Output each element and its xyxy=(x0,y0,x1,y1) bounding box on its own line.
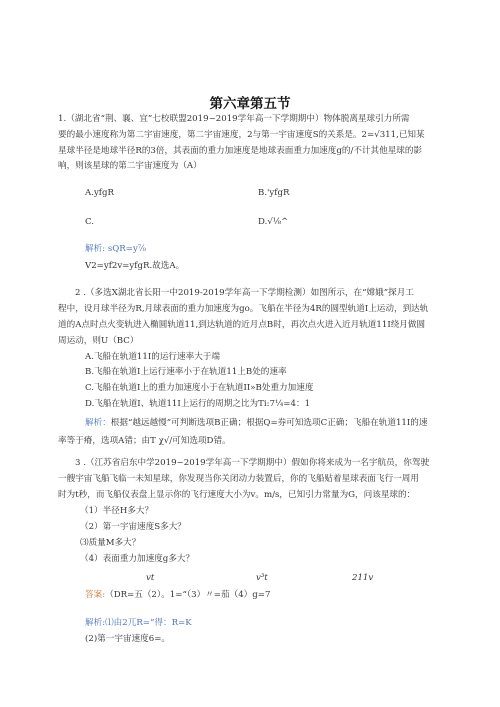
q3-analysis-2: (2)第一宇宙速度6=。 xyxy=(85,634,170,644)
q3-line-1: 3 .（江苏省启东中学2019~2019学年高一下学期期中）假如你将来成为一名宇航员，你驾驶 xyxy=(75,458,430,468)
q3-line-3: 时为t秒，而飞船仪表盘上显示你的飞行速度大小为v。m/s，已知引力常量为G，问该星球的： xyxy=(58,490,416,500)
q3-sub-4: （4）表面重力加速度g多大？ xyxy=(80,554,195,564)
q1-option-a: A.yfgR xyxy=(85,188,114,198)
q1-option-c: C. xyxy=(85,217,95,227)
q2-line-3: 道的A点时点火变轨进入椭圆轨道11,到达轨道的近月点B时，再次点火进入近月轨道11I绕月做圆 xyxy=(58,320,426,330)
q3-line-2: 一艘宇宙飞船飞临一未知星球，你发现当你关闭动力装置后，你的飞船贴着星球表面飞行一周用 xyxy=(58,474,419,484)
page-title: 第六章第五节 xyxy=(209,96,291,112)
q3-answer-label: 答案: xyxy=(85,590,106,600)
q3-formula-v3t: v³t xyxy=(256,573,268,583)
q3-analysis-1 xyxy=(85,618,192,629)
q3-answer-text: （DR=五（2）。1=“（3）〃=茄（4）g=7 xyxy=(105,590,271,600)
q3-analysis-text-1: 解析:⑴由2兀R=“得：R=K xyxy=(85,618,192,628)
q3-answer xyxy=(85,590,270,601)
q3-sub-2: （2）第一宇宙速度S多大？ xyxy=(80,522,186,532)
q1-line-3: 星球半径是地球半径R的3倍，其表面的重力加速度是地球表面重力加速度g的/不计其他星球的影 xyxy=(58,146,423,156)
q2-analysis-text-1: 根据“越远越慢”可判断选项B正确；根据Q=券可知选项C正确；飞船在轨道11I的速 xyxy=(110,418,428,428)
q2-option-a: A.飞船在轨道11I的运行速率大于端 xyxy=(85,352,220,362)
q1-option-d: D.√⅛^ xyxy=(258,217,289,227)
q1-line-1: 1.（湖北省“荆、襄、宜”七校联盟2019~2019学年高一下学期期中）物体脱离星球引力所需 xyxy=(58,114,410,124)
q2-line-1: 2 .（多选X湖北省长阳一中2019-2019学年高一下学期检测）如图所示，在“嫦娥”探月工 xyxy=(75,288,414,298)
q1-analysis-1: 解析: sQR=y⅞ xyxy=(85,244,147,254)
q1-line-4: 响，则该星球的第二宇宙速度为（A） xyxy=(58,161,202,171)
q2-option-d: D.飞船在轨道I、轨道11I上运行的周期之比为Ti:7¼=4：1 xyxy=(85,399,311,409)
q3-sub-1: （1）半径H多大？ xyxy=(80,506,154,516)
q3-formula-vt: vt xyxy=(146,573,155,583)
q2-option-c: C.飞船在轨道I上的重力加速度小于在轨道II»B处重力加速度 xyxy=(85,383,314,393)
q1-option-b: B.'yfgR xyxy=(258,188,290,198)
q2-line-2: 程中，设月球半径为R,月球表面的重力加速度为go。飞船在半径为4R的圆型轨道I上运动，到达轨 xyxy=(58,304,429,314)
q3-sub-3: ⑶质量M多大？ xyxy=(80,538,141,548)
q3-formula-211v: 211v xyxy=(352,573,374,583)
q2-option-b: B.飞船在轨道I上运行速率小于在轨道11上B处的速率 xyxy=(85,367,287,377)
q1-analysis-2: V2=yf2v=yfgR.故选A。 xyxy=(85,261,185,271)
q2-analysis-label: 解析： xyxy=(85,418,111,428)
q2-analysis-1 xyxy=(85,418,427,429)
q2-line-4: 周运动，则U（BC） xyxy=(58,336,139,346)
q2-analysis-2: 率等于瘠，选项A错；由T χ√/可知选项D错。 xyxy=(58,436,231,446)
q1-line-2: 要的最小速度称为第二宇宙速度，第二宇宙速度，2与第一宇宙速度S的关系是。2=√311,已知某 xyxy=(58,130,425,140)
